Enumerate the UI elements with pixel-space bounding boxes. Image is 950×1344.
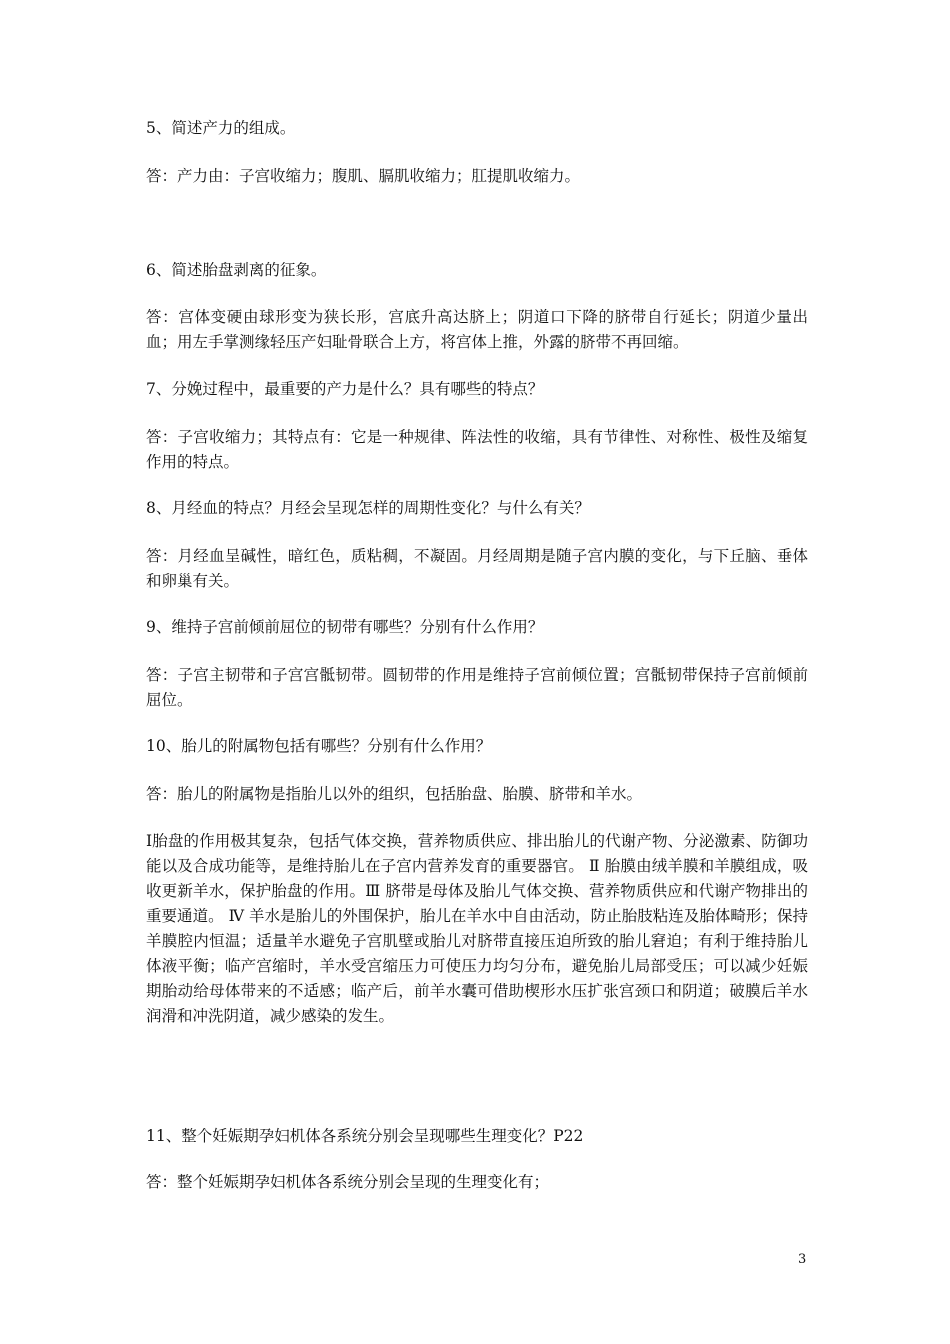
question-6: 6、简述胎盘剥离的征象。 xyxy=(146,261,327,279)
question-5: 5、简述产力的组成。 xyxy=(146,119,296,137)
question-9: 9、维持子宫前倾前屈位的韧带有哪些？分别有什么作用？ xyxy=(146,618,544,636)
answer-5: 答：产力由：子宫收缩力；腹肌、膈肌收缩力；肛提肌收缩力。 xyxy=(146,167,581,185)
answer-9: 答：子宫主韧带和子宫宫骶韧带。圆韧带的作用是维持子宫前倾位置；宫骶韧带保持子宫前倾前屈位。 xyxy=(146,666,808,709)
question-11: 11、整个妊娠期孕妇机体各系统分别会呈现哪些生理变化？P22 xyxy=(146,1127,584,1145)
answer-8: 答：月经血呈碱性，暗红色，质粘稠，不凝固。月经周期是随子宫内膜的变化，与下丘脑、垂体和卵巢有关。 xyxy=(146,547,808,590)
answer-10-detail: Ⅰ胎盘的作用极其复杂，包括气体交换，营养物质供应、排出胎儿的代谢产物、分泌激素、防御功能以及合成功能等，是维持胎儿在子宫内营养发育的重要器官。 Ⅱ 胎膜由绒羊膜和羊膜组成，吸收更新羊水，保护胎盘的作用。Ⅲ 脐带是母体及胎儿气体交换、营养物质供应和代谢产物排出的重要通道。 Ⅳ 羊水是胎儿的外围保护，胎儿在羊水中自由活动，防止胎肢粘连及胎体畸形；保持羊膜腔内恒温；适量羊水避免子宫肌壁或胎儿对脐带直接压迫所致的胎儿窘迫；有利于维持胎儿体液平衡；临产宫缩时，羊水受宫缩压力可使压力均匀分布，避免胎儿局部受压；可以减少妊娠期胎动给母体带来的不适感；临产后，前羊水囊可借助楔形水压扩张宫颈口和阴道；破膜后羊水润滑和冲洗阴道，减少感染的发生。 xyxy=(146,832,808,1025)
answer-6: 答：宫体变硬由球形变为狭长形，宫底升高达脐上；阴道口下降的脐带自行延长；阴道少量出血；用左手掌测缘轻压产妇耻骨联合上方，将宫体上推，外露的脐带不再回缩。 xyxy=(146,308,808,351)
answer-7: 答：子宫收缩力；其特点有：它是一种规律、阵法性的收缩，具有节律性、对称性、极性及缩复作用的特点。 xyxy=(146,428,808,471)
answer-10: 答：胎儿的附属物是指胎儿以外的组织，包括胎盘、胎膜、脐带和羊水。 xyxy=(146,785,643,803)
answer-11: 答：整个妊娠期孕妇机体各系统分别会呈现的生理变化有； xyxy=(146,1173,550,1191)
page-number: 3 xyxy=(798,1252,807,1267)
question-7: 7、分娩过程中，最重要的产力是什么？具有哪些的特点？ xyxy=(146,380,544,398)
question-10: 10、胎儿的附属物包括有哪些？分别有什么作用？ xyxy=(146,737,492,755)
question-8: 8、月经血的特点？月经会呈现怎样的周期性变化？与什么有关？ xyxy=(146,499,590,517)
